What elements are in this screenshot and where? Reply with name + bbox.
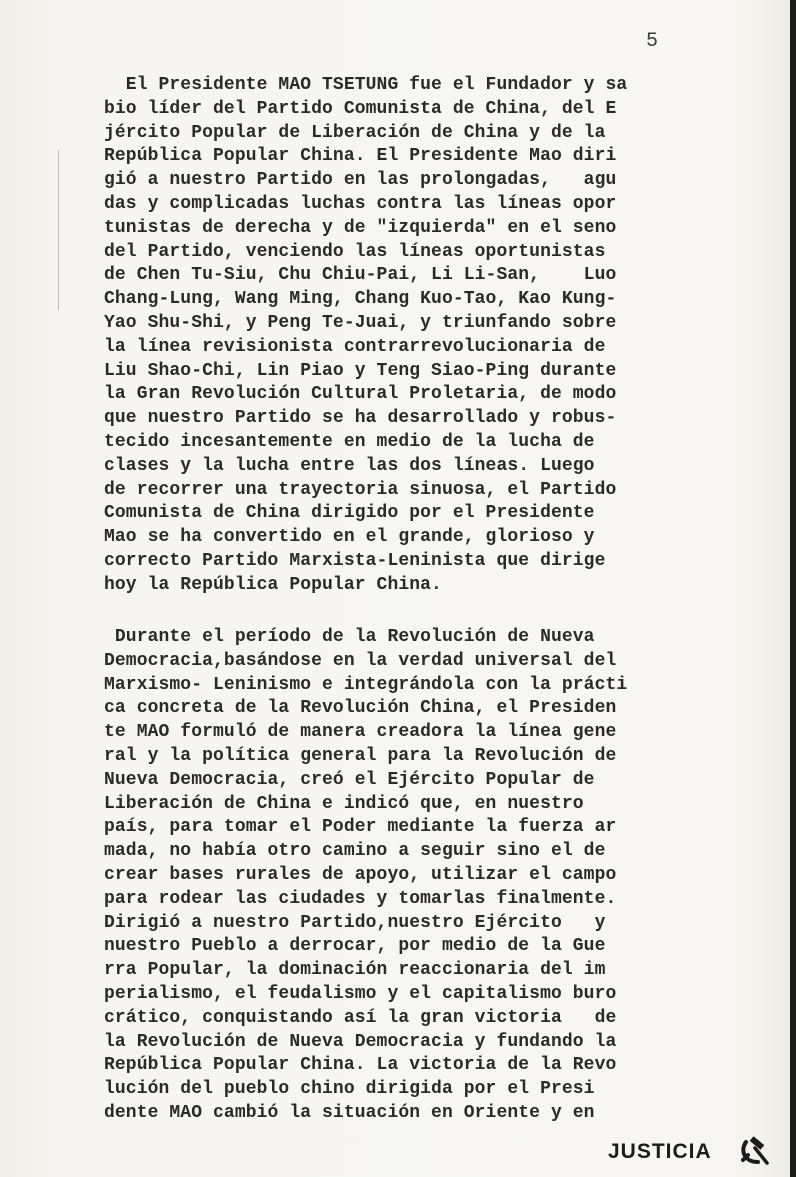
footer-brand-title: JUSTICIA: [608, 1140, 712, 1163]
text-line: das y complicadas luchas contra las líneas opor: [104, 193, 617, 214]
text-line: país, para tomar el Poder mediante la fuerza ar: [104, 817, 617, 838]
text-line: crear bases rurales de apoyo, utilizar el campo: [104, 864, 617, 885]
text-line: gió a nuestro Partido en las prolongadas, agu: [104, 170, 617, 191]
text-line: tunistas de derecha y de "izquierda" en el seno: [104, 217, 617, 238]
paragraph-1: [104, 74, 704, 598]
text-line: la Gran Revolución Cultural Proletaria, de modo: [104, 384, 617, 405]
text-line: Mao se ha convertido en el grande, glorioso y: [104, 527, 595, 548]
paragraph-2: [104, 626, 704, 1126]
text-line: que nuestro Partido se ha desarrollado y robus-: [104, 408, 617, 429]
text-line: para rodear las ciudades y tomarlas finalmente.: [104, 888, 617, 909]
text-line: lución del pueblo chino dirigida por el Presi: [104, 1079, 595, 1100]
text-line: Liu Shao-Chi, Lin Piao y Teng Siao-Ping durante: [104, 360, 617, 381]
text-line: jército Popular de Liberación de China y de la: [104, 122, 606, 143]
text-line: nuestro Pueblo a derrocar, por medio de la Gue: [104, 936, 606, 957]
text-line: te MAO formuló de manera creadora la línea gene: [104, 722, 617, 743]
text-line: mada, no había otro camino a seguir sino el de: [104, 841, 606, 862]
text-line: crático, conquistando así la gran victoria de: [104, 1007, 617, 1028]
page-number: 5: [646, 30, 659, 53]
text-line: la línea revisionista contrarrevolucionaria de: [104, 336, 606, 357]
hammer-and-sickle-icon: [738, 1136, 772, 1166]
text-line: ral y la política general para la Revolución de: [104, 745, 617, 766]
text-line: clases y la lucha entre las dos líneas. Luego: [104, 455, 595, 476]
text-line: República Popular China. La victoria de la Revo: [104, 1055, 617, 1076]
text-line: Chang-Lung, Wang Ming, Chang Kuo-Tao, Kao Kung-: [104, 289, 617, 310]
text-line: de Chen Tu-Siu, Chu Chiu-Pai, Li Li-San, Luo: [104, 265, 617, 286]
text-line: correcto Partido Marxista-Leninista que dirige: [104, 550, 606, 571]
text-line: República Popular China. El Presidente Mao diri: [104, 146, 617, 167]
text-line: hoy la República Popular China.: [104, 574, 442, 595]
text-line: de recorrer una trayectoria sinuosa, el Partido: [104, 479, 617, 500]
margin-mark: [58, 150, 59, 310]
text-line: Dirigió a nuestro Partido,nuestro Ejército y: [104, 912, 606, 933]
text-line: Liberación de China e indicó que, en nuestro: [104, 793, 584, 814]
text-line: Durante el período de la Revolución de Nueva: [104, 627, 595, 647]
text-line: del Partido, venciendo las líneas oportunistas: [104, 241, 606, 262]
text-line: El Presidente MAO TSETUNG fue el Fundador y sa: [104, 75, 628, 95]
text-line: Marxismo- Leninismo e integrándola con la prácti: [104, 674, 628, 695]
page-edge-shadow: [790, 0, 796, 1177]
text-line: dente MAO cambió la situación en Oriente y en: [104, 1102, 595, 1123]
text-line: Yao Shu-Shi, y Peng Te-Juai, y triunfando sobre: [104, 312, 617, 333]
text-line: rra Popular, la dominación reaccionaria del im: [104, 960, 606, 981]
text-line: Comunista de China dirigido por el Presidente: [104, 503, 595, 524]
text-line: Nueva Democracia, creó el Ejército Popular de: [104, 769, 595, 790]
text-line: la Revolución de Nueva Democracia y fundando la: [104, 1031, 617, 1052]
text-line: ca concreta de la Revolución China, el Presiden: [104, 698, 617, 719]
text-line: perialismo, el feudalismo y el capitalismo buro: [104, 983, 617, 1004]
text-line: Democracia,basándose en la verdad universal del: [104, 650, 617, 671]
text-line: tecido incesantemente en medio de la lucha de: [104, 431, 595, 452]
text-line: bio líder del Partido Comunista de China, del E: [104, 98, 617, 119]
